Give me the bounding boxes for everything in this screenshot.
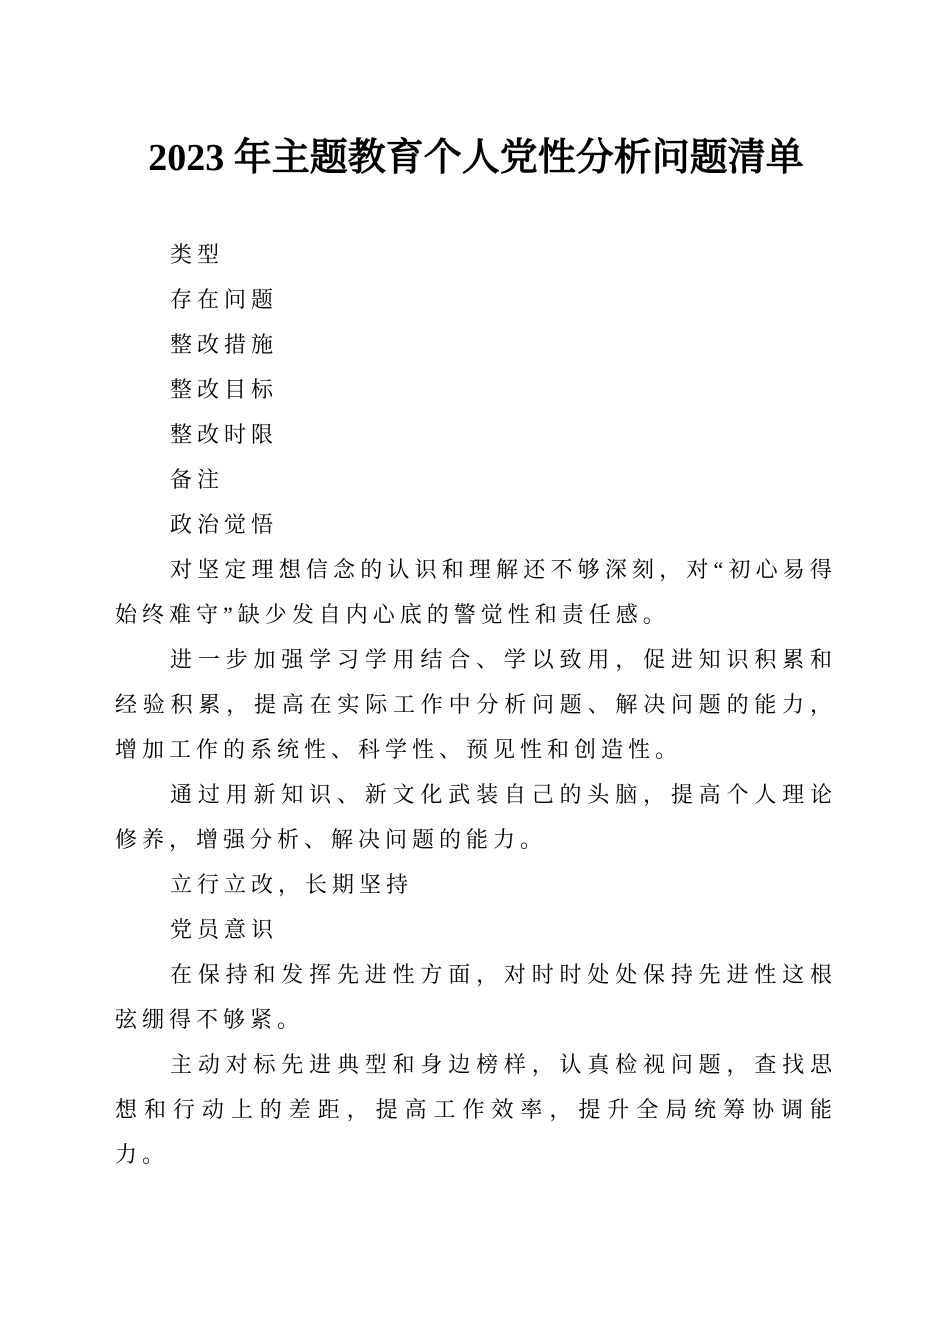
paragraph-field-problem: 存在问题: [170, 287, 279, 312]
paragraph-problem-text-2: 在保持和发挥先进性方面，对时时处处保持先进性这根弦绷得不够紧。: [115, 962, 837, 1032]
paragraph-section-party-member-awareness: 党员意识: [170, 917, 279, 942]
paragraph-field-goal: 整改目标: [170, 377, 279, 402]
paragraph-measure-text-1: 进一步加强学习学用结合、学以致用，促进知识积累和经验积累，提高在实际工作中分析问题、解决问题的能力，增加工作的系统性、科学性、预见性和创造性。: [115, 647, 837, 762]
paragraph-problem-text: 对坚定理想信念的认识和理解还不够深刻，对“初心易得始终难守”缺少发自内心底的警觉性和责任感。: [115, 557, 837, 627]
paragraph-field-remark: 备注: [170, 467, 225, 492]
paragraph-field-measures: 整改措施: [170, 332, 279, 357]
paragraph-deadline-text: 立行立改，长期坚持: [170, 872, 414, 897]
paragraph-field-deadline: 整改时限: [170, 422, 279, 447]
paragraph-section-political-awareness: 政治觉悟: [170, 512, 279, 537]
paragraph-field-type: 类型: [170, 242, 225, 267]
document-title: 2023 年主题教育个人党性分析问题清单: [148, 137, 804, 179]
document-body: [115, 232, 837, 1177]
paragraph-measure-text-3: 主动对标先进典型和身边榜样，认真检视问题，查找思想和行动上的差距，提高工作效率，提升全局统筹协调能力。: [115, 1052, 837, 1167]
paragraph-measure-text-2: 通过用新知识、新文化武装自己的头脑，提高个人理论修养，增强分析、解决问题的能力。: [115, 782, 837, 852]
